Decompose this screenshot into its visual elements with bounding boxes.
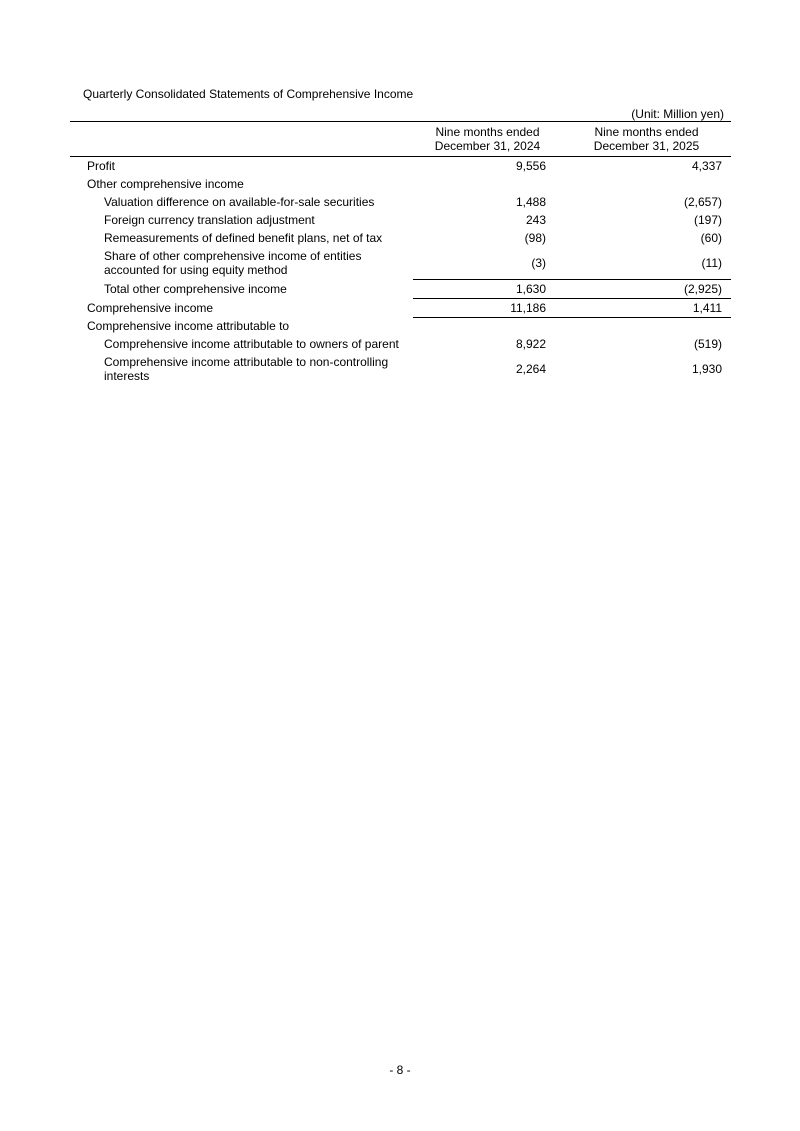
column-header-2024: [413, 122, 562, 157]
column-header-line: Nine months ended: [594, 125, 699, 139]
value-2024: 11,186: [413, 298, 562, 317]
table-row: [70, 317, 731, 335]
table-row-subtotal: [70, 279, 731, 298]
row-label: Profit: [87, 159, 116, 173]
value-2024: [413, 175, 562, 193]
row-label: Remeasurements of defined benefit plans, net of tax: [104, 231, 383, 245]
column-header-line: Nine months ended: [435, 125, 540, 139]
row-label: Valuation difference on available-for-sale securities: [104, 195, 375, 209]
row-label: Comprehensive income attributable to owners of parent: [104, 337, 399, 351]
row-label: Comprehensive income: [87, 300, 214, 315]
table-row: [70, 247, 731, 279]
table-row: [70, 353, 731, 385]
comprehensive-income-table: [70, 121, 731, 385]
column-header-line: December 31, 2024: [434, 139, 541, 153]
row-label: Share of other comprehensive income of entities accounted for using equity method: [104, 249, 362, 277]
row-label: Other comprehensive income: [87, 177, 244, 191]
row-label: Comprehensive income attributable to: [87, 319, 290, 333]
row-label: Total other comprehensive income: [104, 281, 287, 296]
value-2024: 1,630: [413, 279, 562, 298]
table-row: [70, 335, 731, 353]
unit-note: (Unit: Million yen): [631, 107, 724, 121]
table-header-row: [70, 122, 731, 157]
table-row: [70, 193, 731, 211]
value-2024: 1,488: [515, 195, 546, 209]
statement-title: Quarterly Consolidated Statements of Comprehensive Income: [83, 87, 414, 101]
value-2024: (98): [524, 231, 546, 245]
page-number: - 8 -: [389, 1063, 411, 1077]
value-2025: (197): [693, 213, 722, 227]
column-header-2025: [562, 122, 731, 157]
value-2025: (2,925): [562, 279, 731, 298]
value-2024: 8,922: [515, 337, 546, 351]
value-2024: (3): [531, 255, 546, 270]
value-2025: (2,657): [683, 195, 722, 209]
table-row: [70, 211, 731, 229]
value-2025: [562, 317, 731, 335]
column-header-line: December 31, 2025: [593, 139, 700, 153]
table-row-total: [70, 298, 731, 317]
value-2025: (11): [701, 255, 722, 270]
value-2024: 9,556: [515, 159, 546, 173]
table-row: [70, 229, 731, 247]
value-2025: (60): [700, 231, 722, 245]
row-label: Foreign currency translation adjustment: [104, 213, 315, 227]
header-blank-cell: [70, 122, 413, 157]
value-2024: [413, 317, 562, 335]
value-2025: 4,337: [691, 159, 722, 173]
value-2025: 1,411: [562, 298, 731, 317]
value-2024: 2,264: [515, 362, 546, 376]
value-2025: (519): [693, 337, 722, 351]
table-row: [70, 157, 731, 176]
value-2024: 243: [525, 213, 546, 227]
value-2025: [562, 175, 731, 193]
value-2025: 1,930: [691, 362, 722, 376]
table-row: [70, 175, 731, 193]
row-label: Comprehensive income attributable to non-controlling interests: [104, 355, 389, 383]
